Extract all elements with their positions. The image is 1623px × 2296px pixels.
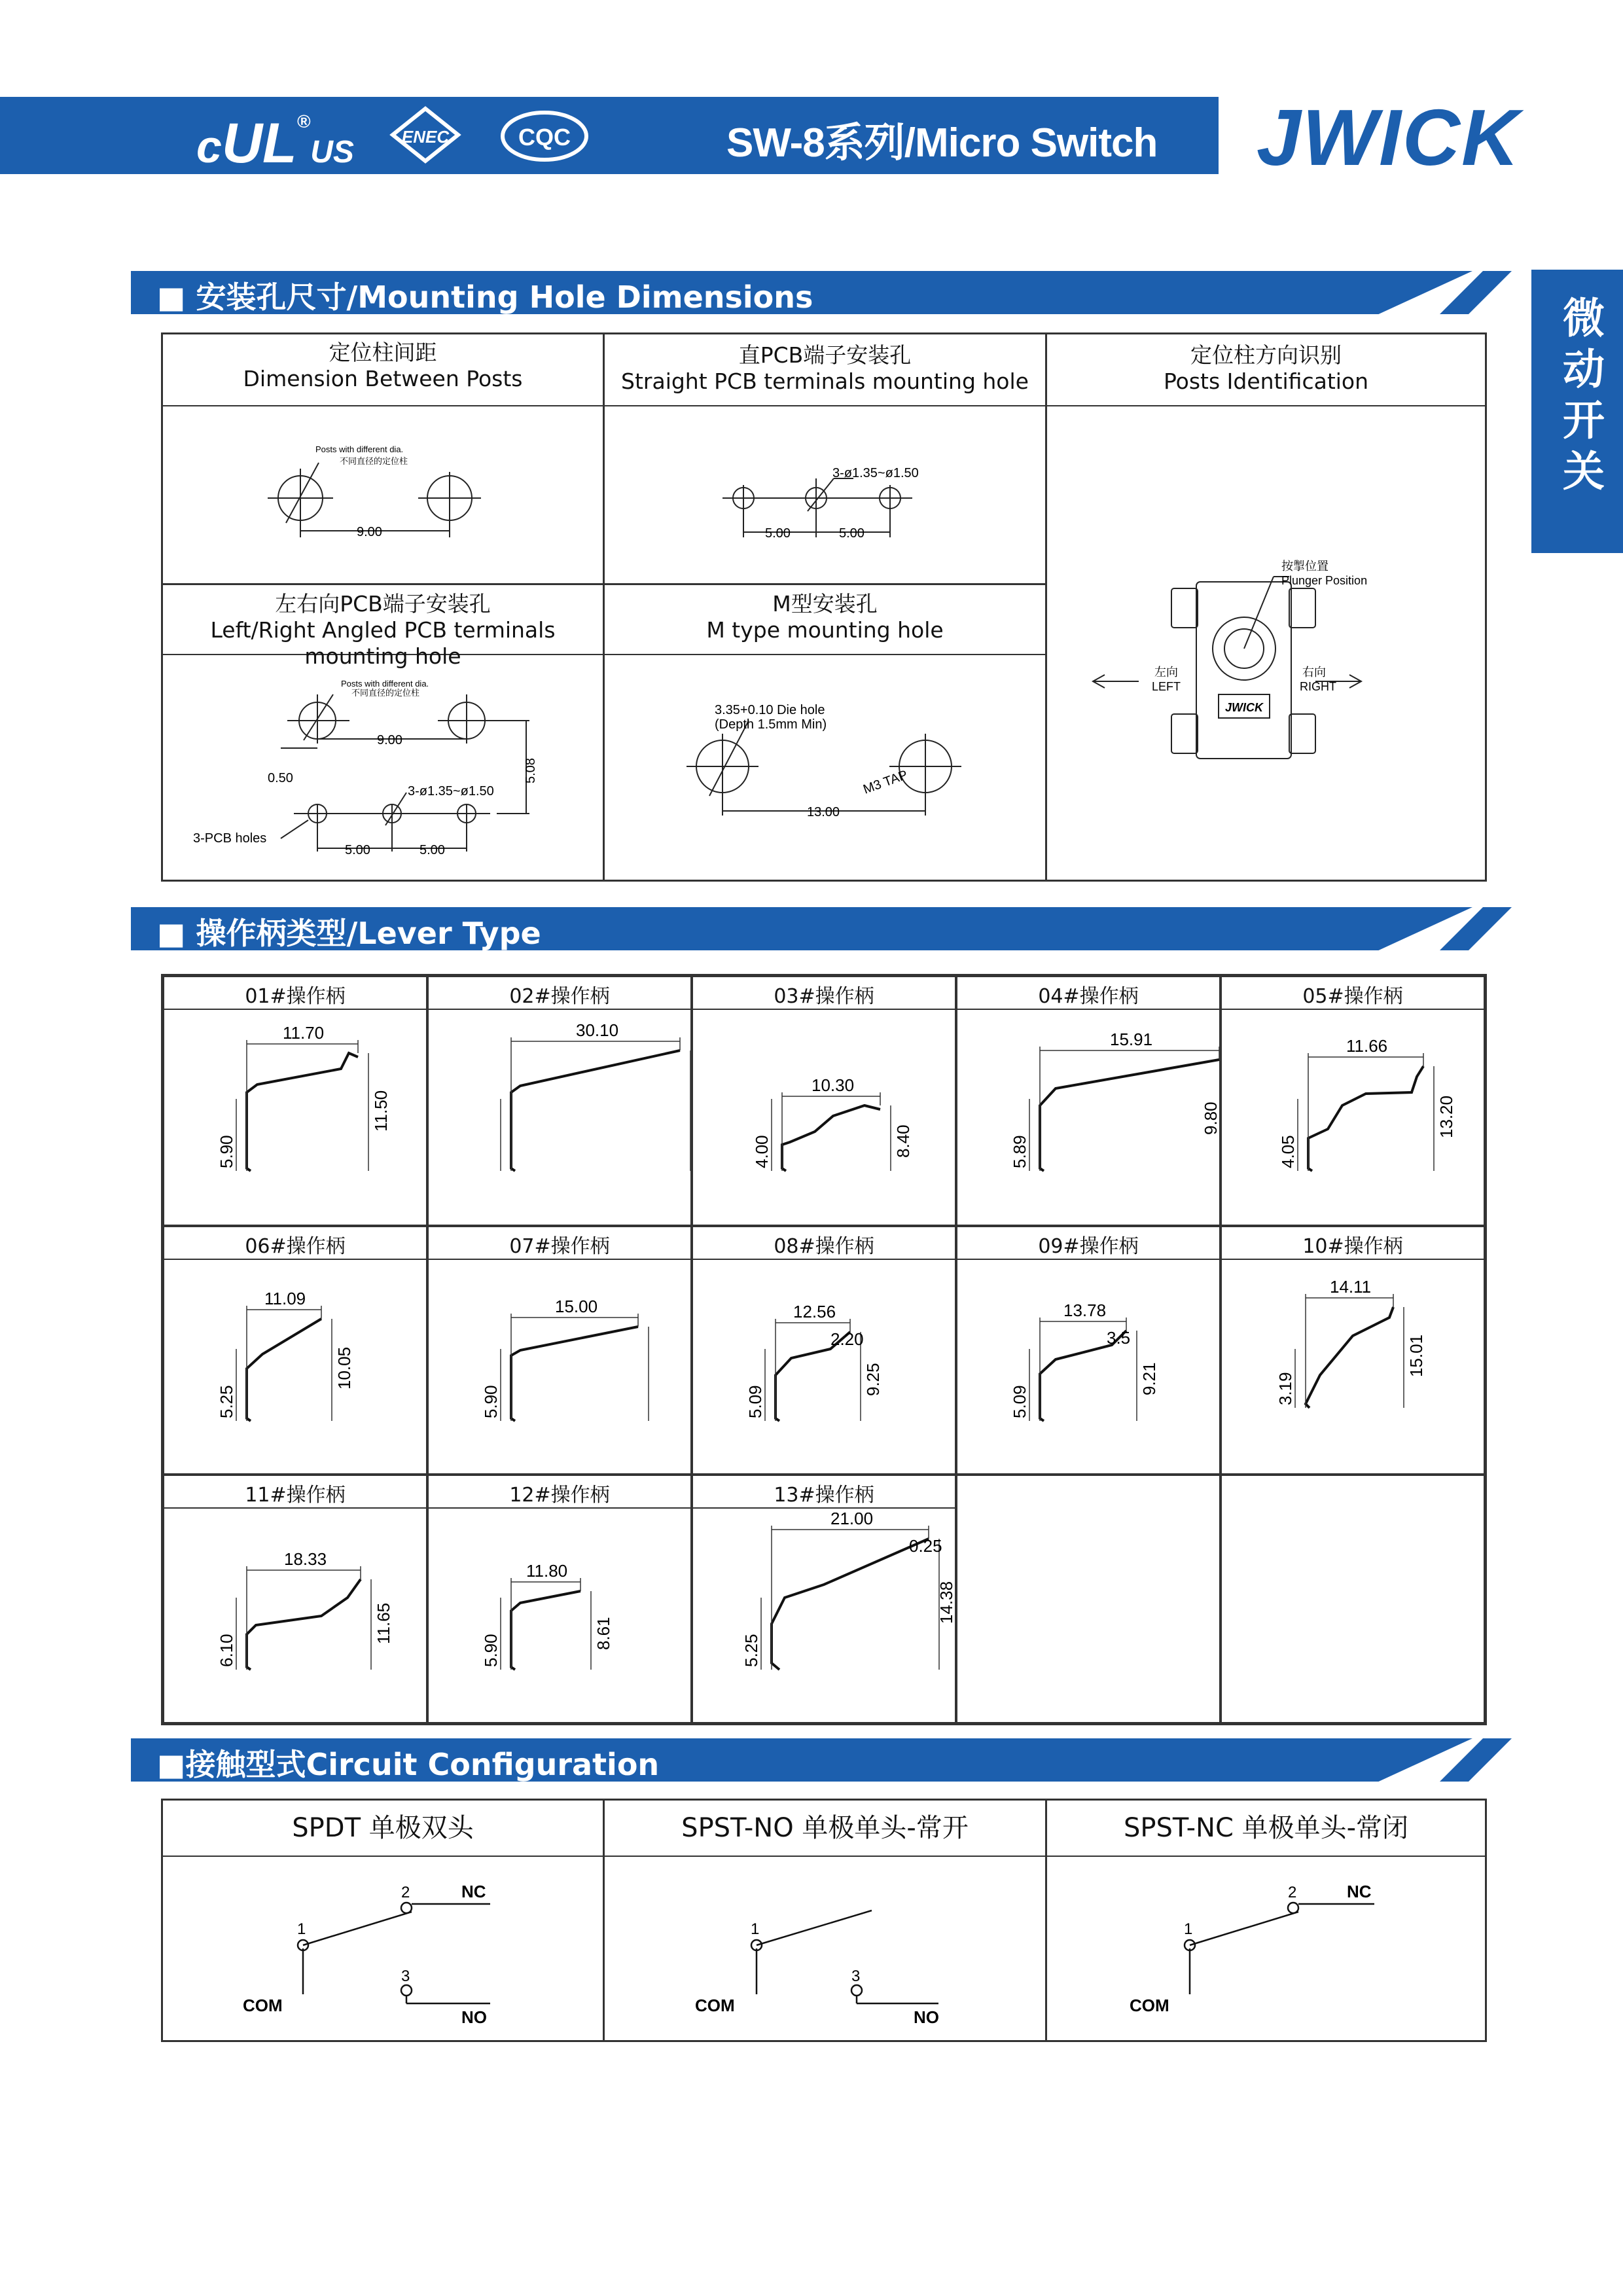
- lever-h1-label: 4.00: [752, 1135, 772, 1168]
- lever-h2-label: 9.25: [863, 1363, 883, 1396]
- mounting-table: [161, 332, 1487, 882]
- section-mounting-title: ■ 安装孔尺寸/Mounting Hole Dimensions: [157, 279, 813, 315]
- straight-title-cn: 直PCB端子安装孔: [738, 342, 912, 368]
- spdt-p1: 1: [297, 1920, 306, 1938]
- enec-cert-logo: [386, 106, 465, 164]
- lever-h1-label: 5.25: [217, 1385, 236, 1418]
- spdt-diagram: [163, 1857, 603, 2039]
- straight-title-en: Straight PCB terminals mounting hole: [621, 368, 1029, 394]
- lever-shape: [782, 1105, 880, 1171]
- lever-cell: [163, 1475, 427, 1723]
- right-en: RIGHT: [1300, 680, 1336, 693]
- lever-cell: [956, 976, 1221, 1226]
- angled-dim-500-b: 5.00: [419, 843, 445, 857]
- straight-dim-500-b: 5.00: [839, 526, 865, 541]
- lever-drawing: [1222, 1264, 1486, 1473]
- ident-title-cn: 定位柱方向识别: [1190, 342, 1342, 368]
- lever-cell: [427, 1475, 692, 1723]
- lever-shape: [1308, 1066, 1423, 1171]
- spst-nc-p1: 1: [1184, 1920, 1193, 1938]
- lever-drawing: [1222, 1014, 1486, 1223]
- lever-drawing: [693, 1264, 957, 1473]
- ul-us: US: [310, 135, 354, 170]
- series-title: SW-8系列/Micro Switch Series: [726, 120, 1158, 214]
- lever-label: 04#操作柄: [1038, 985, 1139, 1008]
- svg-text:ENEC: ENEC: [401, 127, 450, 147]
- lever-label: 03#操作柄: [774, 985, 874, 1008]
- lever-label: 12#操作柄: [509, 1484, 610, 1507]
- spst-no-no: NO: [914, 2007, 939, 2027]
- lever-h2-label: 13.20: [1436, 1095, 1456, 1138]
- posts-title-en: Dimension Between Posts: [243, 366, 523, 391]
- brand-logo: JWICK: [1257, 93, 1521, 182]
- lever-h1-label: 5.09: [745, 1385, 765, 1418]
- lever-cell: [692, 976, 956, 1226]
- body-brand: JWICK: [1225, 701, 1263, 714]
- lever-shape: [1040, 1060, 1219, 1171]
- lever-h1-label: 3.19: [1275, 1372, 1295, 1405]
- svg-text:CQC: CQC: [518, 124, 571, 151]
- lever-drawing: [429, 1513, 693, 1722]
- spdt-nc: NC: [461, 1882, 486, 1901]
- lever-width-label: 14.11: [1330, 1277, 1372, 1297]
- lever-cell: [956, 1226, 1221, 1475]
- posts-ident-drawing: [1047, 406, 1485, 878]
- lever-width-label: 11.66: [1346, 1036, 1388, 1056]
- lever-cell: [427, 976, 692, 1226]
- spdt-p2: 2: [401, 1884, 410, 1901]
- lever-h2-label: 15.01: [1406, 1334, 1426, 1377]
- lever-h2-label: 8.61: [594, 1617, 613, 1650]
- lever-label: 11#操作柄: [245, 1484, 346, 1507]
- section-circuit-header: [131, 1738, 1512, 1782]
- lever-cell: [163, 976, 427, 1226]
- mtype-dim-1300: 13.00: [807, 805, 840, 819]
- straight-dim-hole: 3-ø1.35~ø1.50: [832, 466, 919, 480]
- angled-title-cn: 左右向PCB端子安装孔: [275, 591, 491, 617]
- side-tab: [1531, 270, 1623, 553]
- lever-drawing: [429, 1014, 693, 1223]
- posts-drawing: [163, 406, 603, 583]
- angled-dim-900: 9.00: [377, 733, 402, 747]
- lever-label: 08#操作柄: [774, 1235, 874, 1258]
- posts-title-cn: 定位柱间距: [329, 340, 437, 365]
- lever-drawing: [429, 1264, 693, 1473]
- lever-cell-empty: [956, 1475, 1221, 1723]
- lever-shape: [511, 1591, 580, 1670]
- spst-nc-p2: 2: [1288, 1884, 1297, 1901]
- lever-width-label: 21.00: [830, 1513, 874, 1528]
- plunger-cn: 按掣位置: [1281, 560, 1329, 573]
- lever-label: 07#操作柄: [509, 1235, 610, 1258]
- lever-width-label: 15.91: [1110, 1030, 1153, 1049]
- ident-title-en: Posts Identification: [1163, 368, 1369, 394]
- lever-cell: [163, 1226, 427, 1475]
- lever-width-label: 15.00: [555, 1297, 598, 1316]
- angled-pcb-holes: 3-PCB holes: [193, 831, 267, 846]
- spst-no-com: COM: [695, 1996, 735, 2015]
- right-cn: 右向: [1302, 666, 1326, 679]
- lever-shape: [247, 1319, 321, 1421]
- lever-extra-label: 0.25: [909, 1536, 942, 1556]
- lever-h1-label: 5.09: [1010, 1385, 1029, 1418]
- spst-no-title: SPST-NO 单极单头-常开: [681, 1813, 969, 1843]
- lever-label: 05#操作柄: [1302, 985, 1403, 1008]
- mtype-die-hole-2: (Depth 1.5mm Min): [715, 717, 827, 732]
- mtype-drawing: [605, 655, 1045, 878]
- lever-label: 09#操作柄: [1038, 1235, 1139, 1258]
- spst-nc-diagram: [1047, 1857, 1485, 2039]
- angled-pcb-drawing: [163, 655, 603, 878]
- lever-h2-label: 11.65: [374, 1602, 393, 1644]
- lever-drawing: [693, 1513, 957, 1722]
- lever-shape: [247, 1053, 358, 1171]
- ul-mark: UL: [221, 112, 297, 175]
- section-circuit-title: ■接触型式Circuit Configuration: [157, 1747, 660, 1782]
- mtype-die-hole-1: 3.35+0.10 Die hole: [715, 703, 825, 717]
- angled-dim-hole: 3-ø1.35~ø1.50: [408, 784, 494, 798]
- spst-nc-title: SPST-NC 单极单头-常闭: [1123, 1813, 1409, 1843]
- lever-h1-label: 5.90: [481, 1385, 501, 1418]
- circuit-table: [161, 1799, 1487, 2042]
- angled-dim-508: 5.08: [524, 758, 538, 783]
- lever-cell: [427, 1226, 692, 1475]
- lever-h2-label: 10.05: [334, 1346, 354, 1390]
- lever-cell: [1221, 1226, 1485, 1475]
- spst-no-p1: 1: [751, 1920, 760, 1938]
- lever-h1-label: 5.89: [1010, 1135, 1029, 1168]
- straight-title: [605, 342, 1045, 395]
- angled-note-cn: 不同直径的定位柱: [351, 688, 420, 698]
- lever-label: 06#操作柄: [245, 1235, 346, 1258]
- cqc-cert-logo: [499, 109, 590, 164]
- section-lever-header: [131, 907, 1512, 950]
- lever-cell: [692, 1475, 956, 1723]
- ul-c: c: [196, 121, 222, 172]
- spst-nc-nc: NC: [1347, 1882, 1372, 1901]
- lever-cell: [1221, 976, 1485, 1226]
- spdt-no: NO: [461, 2007, 487, 2027]
- lever-shape: [511, 1050, 680, 1171]
- spdt-p3: 3: [401, 1967, 410, 1985]
- mtype-m3-tap: M3 TAP: [861, 767, 910, 797]
- ident-title: [1047, 342, 1485, 395]
- lever-label: 01#操作柄: [245, 985, 346, 1008]
- spst-no-diagram: [605, 1857, 1045, 2039]
- mtype-title: [605, 591, 1045, 643]
- lever-shape: [247, 1579, 361, 1670]
- lever-drawing: [164, 1513, 429, 1722]
- spst-no-p3: 3: [851, 1967, 861, 1985]
- spdt-com: COM: [243, 1996, 283, 2015]
- posts-note-en: Posts with different dia.: [315, 444, 404, 454]
- lever-h1-label: 6.10: [217, 1634, 236, 1667]
- lever-width-label: 10.30: [812, 1075, 855, 1095]
- angled-dim-500-a: 5.00: [345, 843, 370, 857]
- ul-cert-logo: cUL®US: [196, 111, 354, 175]
- lever-label: 13#操作柄: [774, 1484, 874, 1507]
- spst-nc-com: COM: [1130, 1996, 1169, 2015]
- lever-h1-label: 5.25: [741, 1634, 761, 1667]
- lever-width-label: 11.09: [264, 1289, 306, 1308]
- left-cn: 左向: [1154, 666, 1178, 679]
- lever-h1-label: 5.90: [481, 1634, 501, 1667]
- section-mounting-header: [131, 271, 1512, 314]
- lever-width-label: 11.70: [283, 1023, 325, 1043]
- lever-h2-label: 9.21: [1139, 1362, 1159, 1395]
- lever-cell: [692, 1226, 956, 1475]
- spdt-title: SPDT 单极双头: [292, 1813, 474, 1843]
- straight-pcb-drawing: [605, 406, 1045, 583]
- lever-h1-label: 5.90: [217, 1135, 236, 1168]
- angled-note-en: Posts with different dia.: [341, 679, 429, 689]
- lever-drawing: [957, 1014, 1222, 1223]
- straight-dim-500-a: 5.00: [765, 526, 791, 541]
- lever-h1-label: 4.05: [1278, 1135, 1298, 1168]
- lever-extra-label: 2.20: [830, 1329, 864, 1349]
- lever-h2-label: 14.38: [936, 1581, 956, 1624]
- posts-note-cn: 不同直径的定位柱: [340, 456, 408, 466]
- lever-shape: [772, 1539, 929, 1670]
- posts-title: [163, 340, 603, 392]
- mtype-title-cn: M型安装孔: [772, 591, 878, 617]
- lever-shape: [1306, 1307, 1393, 1408]
- lever-h2-label: 8.40: [893, 1124, 913, 1158]
- lever-h2-label: 11.50: [371, 1090, 391, 1132]
- section-lever-title: ■ 操作柄类型/Lever Type: [157, 916, 541, 951]
- side-tab-label: 微动开关: [1556, 296, 1604, 500]
- lever-drawing: [693, 1014, 957, 1223]
- left-en: LEFT: [1152, 680, 1181, 693]
- lever-label: 02#操作柄: [509, 985, 610, 1008]
- lever-h2-label: 9.80: [1201, 1102, 1221, 1135]
- angled-title-en: Left/Right Angled PCB terminals mounting hole: [210, 617, 556, 669]
- lever-cell-empty: [1221, 1475, 1485, 1723]
- lever-width-label: 30.10: [576, 1020, 619, 1040]
- lever-drawing: [164, 1264, 429, 1473]
- lever-label: 10#操作柄: [1302, 1235, 1403, 1258]
- lever-width-label: 12.56: [793, 1302, 836, 1321]
- lever-width-label: 18.33: [284, 1549, 327, 1569]
- lever-extra-label: 3.5: [1107, 1328, 1131, 1348]
- lever-shape: [511, 1327, 638, 1421]
- lever-width-label: 13.78: [1063, 1300, 1107, 1320]
- angled-dim-050: 0.50: [268, 771, 293, 785]
- lever-width-label: 11.80: [526, 1561, 568, 1581]
- mtype-title-en: M type mounting hole: [706, 617, 944, 643]
- lever-drawing: [164, 1014, 429, 1223]
- plunger-en: Plunger Position: [1281, 574, 1368, 587]
- lever-table: [161, 974, 1487, 1725]
- lever-drawing: [957, 1264, 1222, 1473]
- posts-dim-900: 9.00: [357, 525, 382, 539]
